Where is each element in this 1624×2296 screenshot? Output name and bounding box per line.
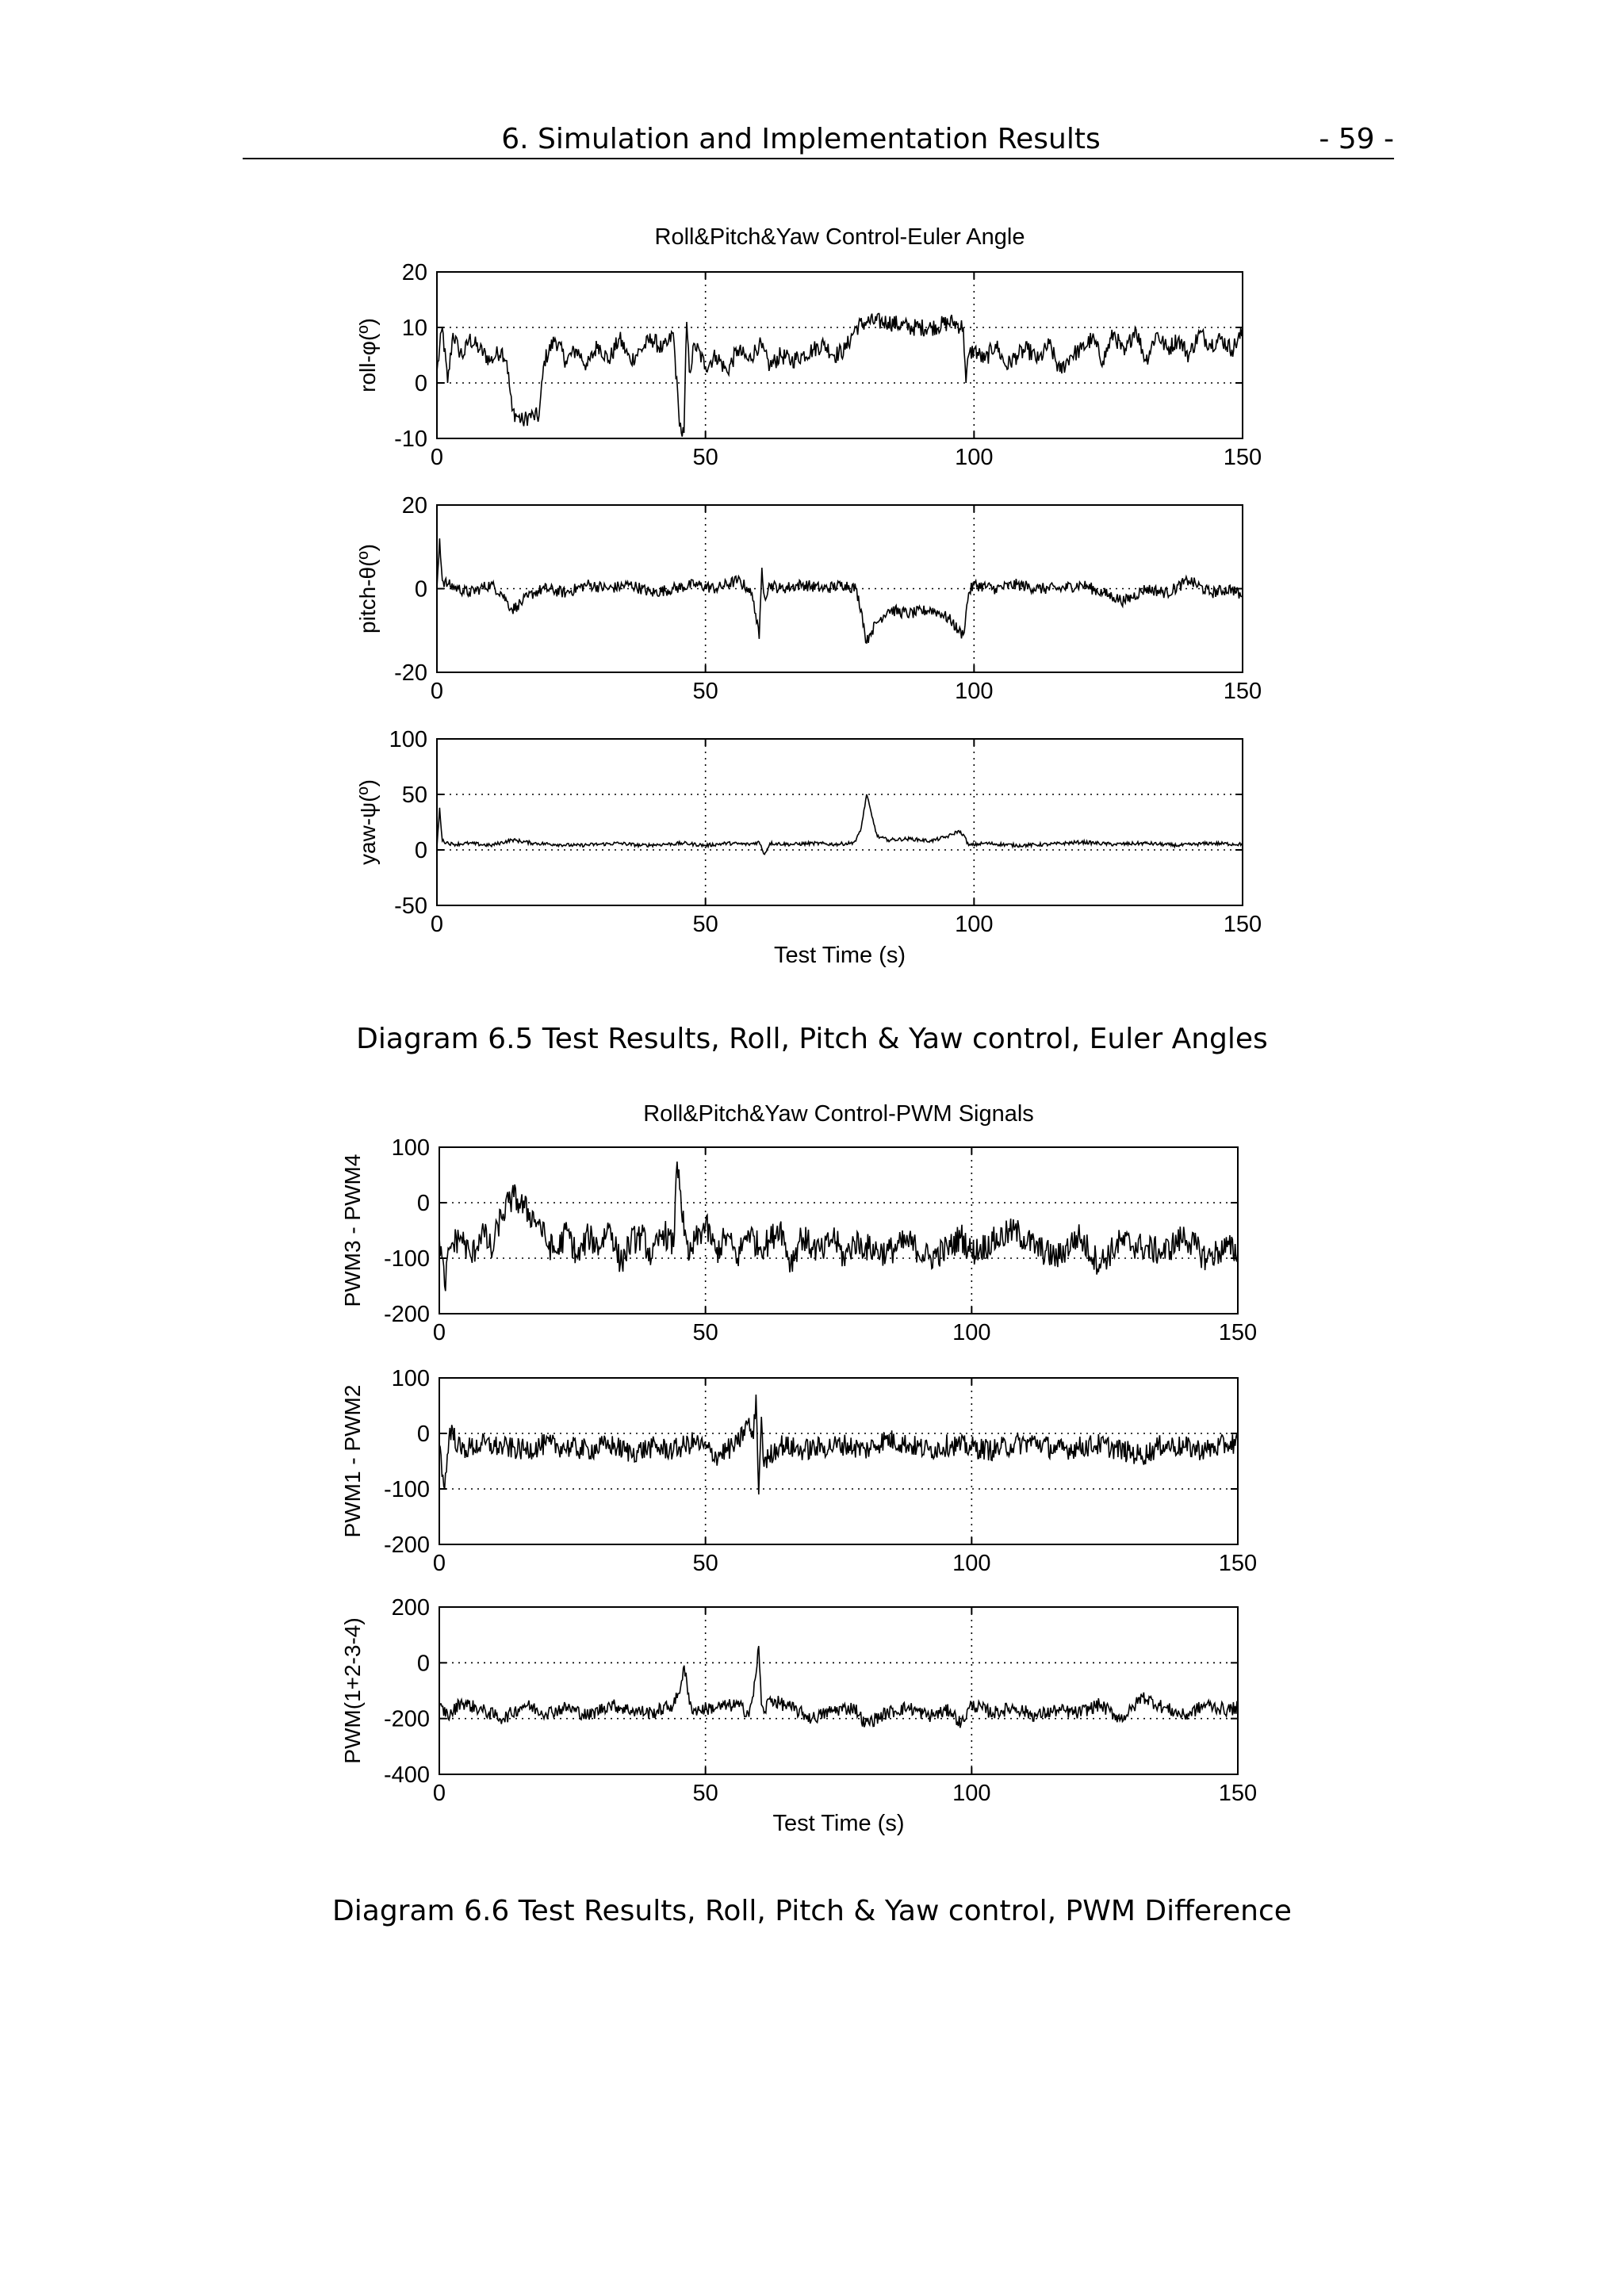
y-axis-label: PWM1 - PWM2 [340, 1384, 365, 1538]
x-tick-label: 50 [692, 679, 718, 704]
y-axis-label: roll-φ(º) [355, 318, 380, 392]
x-tick-label: 100 [952, 1320, 991, 1345]
x-tick-label: 150 [1218, 1320, 1258, 1345]
y-tick-label: 50 [401, 783, 427, 808]
axes-box [439, 1147, 1238, 1314]
y-tick-label: -100 [383, 1477, 430, 1502]
y-tick-label: 0 [414, 838, 427, 863]
y-tick-label: -10 [394, 427, 427, 452]
y-axis-label: PWM3 - PWM4 [340, 1154, 365, 1307]
x-tick-label: 100 [952, 1781, 991, 1806]
y-tick-label: 0 [416, 1651, 430, 1677]
x-tick-label: 50 [692, 912, 718, 937]
y-tick-label: -200 [383, 1302, 430, 1327]
x-tick-label: 150 [1223, 912, 1262, 937]
y-tick-label: -400 [383, 1762, 430, 1788]
x-tick-label: 50 [692, 1781, 718, 1806]
y-tick-label: 100 [391, 1135, 430, 1161]
running-header-title: 6. Simulation and Implementation Results [501, 123, 1101, 155]
y-tick-label: 0 [416, 1191, 430, 1216]
axes-box [437, 272, 1243, 438]
y-tick-label: 0 [416, 1422, 430, 1447]
figure-caption-6-5: Diagram 6.5 Test Results, Roll, Pitch & Yaw control, Euler Angles [356, 1023, 1268, 1055]
x-tick-label: 50 [692, 445, 718, 470]
x-tick-label: 150 [1223, 679, 1262, 704]
y-tick-label: 200 [391, 1595, 430, 1621]
y-tick-label: -200 [383, 1533, 430, 1558]
y-tick-label: 100 [389, 727, 427, 752]
x-tick-label: 150 [1218, 1781, 1258, 1806]
x-tick-label: 100 [955, 679, 994, 704]
x-tick-label: 100 [952, 1551, 991, 1576]
signal-line-pitch [437, 538, 1243, 643]
figure-caption-6-6: Diagram 6.6 Test Results, Roll, Pitch & Yaw control, PWM Difference [332, 1895, 1292, 1927]
x-tick-label: 0 [432, 1551, 446, 1576]
x-tick-label: 150 [1218, 1551, 1258, 1576]
y-axis-label: PWM(1+2-3-4) [340, 1617, 365, 1764]
chart-title: Roll&Pitch&Yaw Control-Euler Angle [654, 224, 1025, 250]
x-tick-label: 0 [432, 1320, 446, 1345]
page-number: - 59 - [1319, 123, 1394, 155]
y-tick-label: 100 [391, 1366, 430, 1391]
y-axis-label: pitch-θ(º) [355, 544, 380, 633]
y-tick-label: -20 [394, 660, 427, 686]
y-tick-label: 20 [401, 493, 427, 519]
x-tick-label: 0 [430, 445, 444, 470]
chart-title: Roll&Pitch&Yaw Control-PWM Signals [643, 1101, 1034, 1127]
x-tick-label: 150 [1223, 445, 1262, 470]
x-axis-label: Test Time (s) [774, 943, 906, 968]
y-tick-label: -200 [383, 1706, 430, 1732]
x-tick-label: 50 [692, 1320, 718, 1345]
y-tick-label: 0 [414, 371, 427, 396]
signal-line-pwm1-pwm2 [439, 1395, 1238, 1494]
signal-line-pwm-1-2-3-4- [439, 1646, 1238, 1728]
axes-box [439, 1378, 1238, 1544]
signal-line-roll [437, 314, 1243, 437]
x-tick-label: 0 [430, 912, 444, 937]
y-tick-label: 10 [401, 316, 427, 341]
axes-box [437, 739, 1243, 905]
y-tick-label: -100 [383, 1246, 430, 1272]
y-axis-label: yaw-ψ(º) [355, 779, 380, 865]
axes-box [439, 1607, 1238, 1774]
x-tick-label: 50 [692, 1551, 718, 1576]
y-tick-label: 0 [414, 576, 427, 603]
signal-line-pwm3-pwm4 [439, 1161, 1238, 1291]
x-tick-label: 0 [432, 1781, 446, 1806]
y-tick-label: -50 [394, 894, 427, 919]
x-tick-label: 0 [430, 679, 444, 704]
x-tick-label: 100 [955, 445, 994, 470]
x-tick-label: 100 [955, 912, 994, 937]
signal-line-yaw [437, 794, 1243, 855]
y-tick-label: 20 [401, 260, 427, 285]
x-axis-label: Test Time (s) [772, 1811, 905, 1836]
